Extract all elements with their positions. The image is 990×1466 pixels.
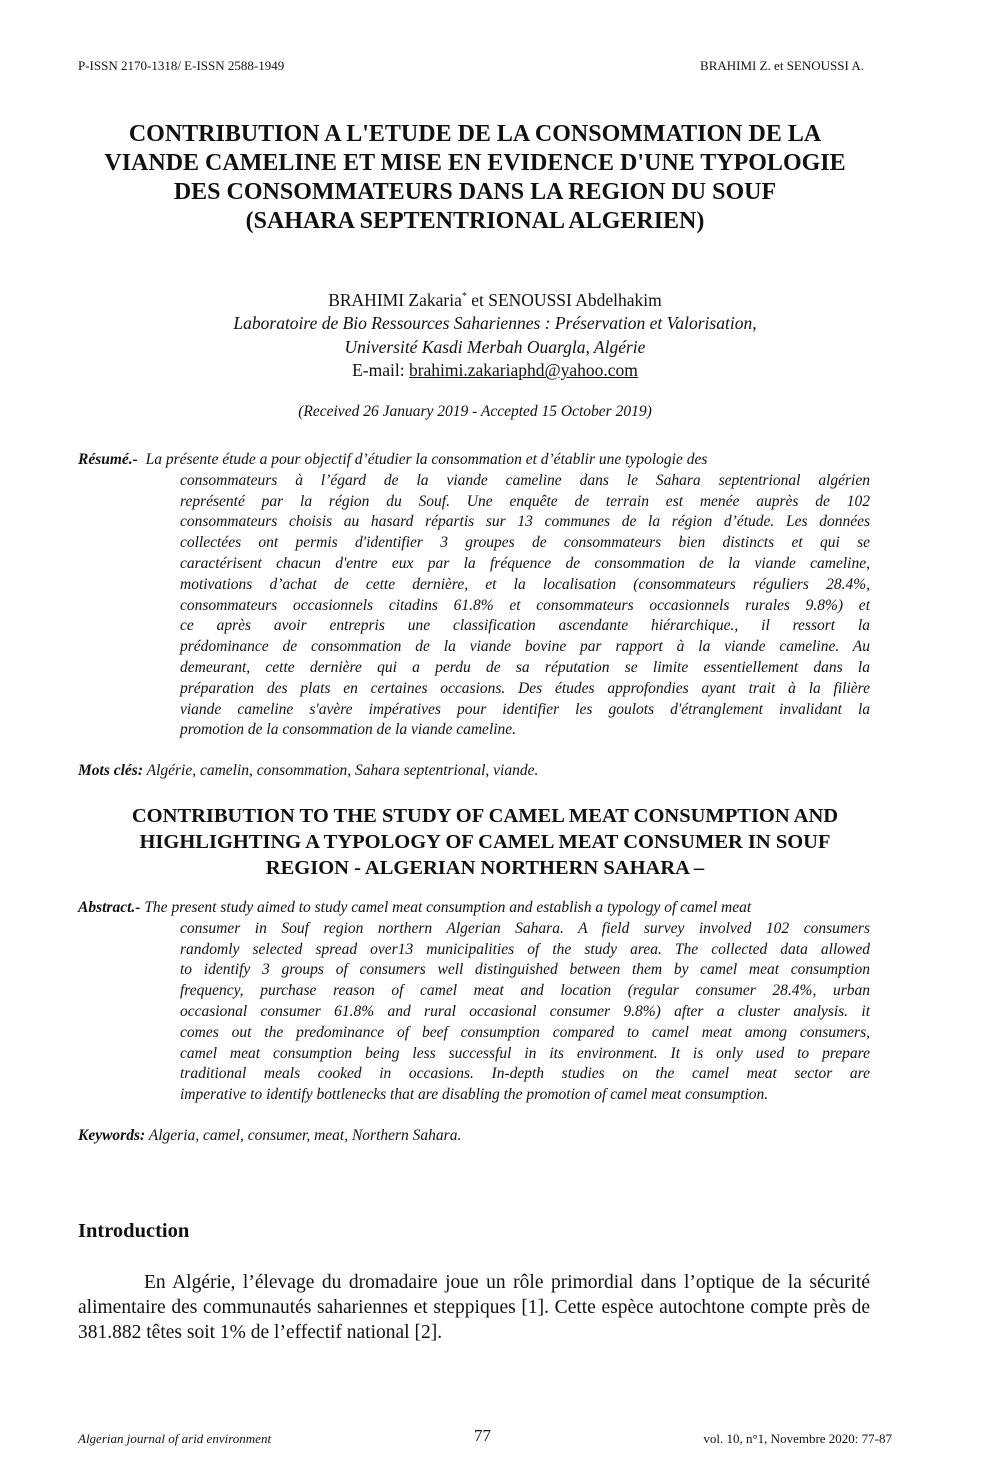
resume-label: Résumé.- (78, 451, 138, 468)
resume-line: consommateurs à l’égard de la viande cameline dans le Sahara septentrional algérien (180, 471, 870, 489)
resume-line: demeurant, cette dernière qui a perdu de sa réputation se limite essentiellement dans la (180, 658, 870, 676)
abstract-line: frequency, purchase reason of camel meat and location (regular consumer 28.4%, urban (180, 982, 870, 1000)
abstract-line: camel meat consumption being less successful in its environment. It is only used to prepare (180, 1044, 870, 1062)
footer-page-number: 77 (474, 1426, 491, 1445)
author-1: BRAHIMI Zakaria (328, 289, 462, 310)
resume-line: ce après avoir entrepris une classification ascendante hiérarchique., il ressort la (180, 617, 870, 635)
english-title-line: CONTRIBUTION TO THE STUDY OF CAMEL MEAT CONSUMPTION AND (131, 805, 839, 827)
french-title-line: (SAHARA SEPTENTRIONAL ALGERIEN) (245, 208, 705, 234)
header-issn: P-ISSN 2170-1318/ E-ISSN 2588-1949 (78, 58, 285, 73)
english-title-line: REGION - ALGERIAN NORTHERN SAHARA – (265, 857, 705, 879)
abstract-line: imperative to identify bottlenecks that are disabling the promotion of camel meat consumption. (180, 1086, 769, 1104)
abstract-first-line (78, 898, 870, 919)
resume-line: prédominance de consommation de la viande bovine par rapport à la viande cameline. Au (180, 638, 870, 656)
resume-body (180, 471, 870, 741)
resume-first-line (78, 450, 870, 471)
author-2: et SENOUSSI Abdelhakim (466, 289, 662, 310)
resume-line: caractérisent chacun d'entre eux par la fréquence de consommation de la viande cameline, (180, 554, 870, 572)
resume-line: consommateurs choisis au hasard répartis sur 13 communes de la région d’étude. Les données (180, 513, 870, 531)
received-dates: (Received 26 January 2019 - Accepted 15 October 2019) (298, 403, 652, 420)
affiliation-university: Université Kasdi Merbah Ouargla, Algérie (344, 336, 646, 357)
keywords (78, 1127, 870, 1145)
author-block (0, 285, 990, 383)
french-title-line: CONTRIBUTION A L'ETUDE DE LA CONSOMMATION DE LA (128, 121, 822, 147)
abstract-label: Abstract.- (78, 899, 141, 916)
email-link[interactable]: brahimi.zakariaphd@yahoo.com (408, 360, 638, 381)
abstract-line: consumer in Souf region northern Algerian Sahara. A field survey involved 102 consumers (180, 919, 870, 937)
abstract-line: The present study aimed to study camel meat consumption and establish a typology of camel meat (144, 899, 752, 916)
resume-section (78, 450, 870, 741)
resume-line: promotion de la consommation de la viande cameline. (180, 721, 517, 739)
mots-cles (78, 762, 870, 780)
abstract-line: traditional meals cooked in occasions. In-depth studies on the camel meat sector are (180, 1065, 870, 1083)
footer-journal: Algerian journal of arid environment (78, 1431, 272, 1446)
affiliation-lab: Laboratoire de Bio Ressources Sahariennes : Préservation et Valorisation, (233, 313, 757, 334)
abstract-line: comes out the predominance of beef consumption compared to camel meat among consumers, (180, 1023, 870, 1041)
abstract-line: to identify 3 groups of consumers well distinguished between them by camel meat consumption (180, 961, 870, 979)
abstract-section (78, 898, 870, 1106)
french-title-line: VIANDE CAMELINE ET MISE EN EVIDENCE D'UNE TYPOLOGIE (104, 150, 846, 176)
resume-line: motivations d’achat de cette dernière, et la localisation (consommateurs réguliers 28.4%, (180, 575, 870, 593)
english-title (60, 803, 910, 881)
resume-line: La présente étude a pour objectif d’étudier la consommation et d’établir une typologie des (145, 451, 708, 468)
resume-line: consommateurs occasionnels citadins 61.8% et consommateurs occasionnels rurales 9.8%) et (180, 596, 870, 614)
abstract-line: occasional consumer 61.8% and rural occasional consumer 9.8%) after a cluster analysis. it (180, 1002, 870, 1020)
mots-cles-label: Mots clés: (78, 762, 144, 779)
introduction-paragraph: En Algérie, l’élevage du dromadaire joue un rôle primordial dans l’optique de la sécurité alimentaire des communautés sahariennes et steppiques [1]. Cette espèce autochtone compte près de 381.882 têtes soit 1% de l’effectif national [2]. (78, 1272, 870, 1343)
abstract-body (180, 919, 870, 1106)
keywords-label: Keywords: (78, 1127, 146, 1144)
resume-line: représenté par la région du Souf. Une enquête de terrain est menée auprès de 102 (180, 492, 870, 510)
footer-volume: vol. 10, n°1, Novembre 2020: 77-87 (703, 1431, 892, 1446)
introduction-heading: Introduction (78, 1220, 190, 1242)
mots-cles-text: Algérie, camelin, consommation, Sahara septentrional, viande. (143, 762, 539, 779)
keywords-text: Algeria, camel, consumer, meat, Northern Sahara. (145, 1127, 462, 1144)
english-title-line: HIGHLIGHTING A TYPOLOGY OF CAMEL MEAT CONSUMER IN SOUF (139, 831, 831, 853)
resume-line: collectées ont permis d'identifier 3 groupes de consommateurs bien distincts et qui se (180, 534, 870, 552)
french-title-line: DES CONSOMMATEURS DANS LA REGION DU SOUF (173, 179, 777, 205)
header-running-authors: BRAHIMI Z. et SENOUSSI A. (700, 58, 864, 73)
email-line (0, 359, 990, 383)
resume-line: préparation des plats en certaines occasions. Des études approfondies ayant trait à la filière (180, 679, 870, 697)
abstract-line: randomly selected spread over13 municipalities of the study area. The collected data allowed (180, 940, 870, 958)
author-names (0, 285, 990, 312)
corresponding-mark: * (461, 291, 467, 302)
resume-line: viande cameline s'avère impératives pour identifier les goulots d'étranglement invalidant la (180, 700, 870, 718)
french-title (60, 120, 890, 236)
email-label: E-mail: (352, 360, 409, 381)
